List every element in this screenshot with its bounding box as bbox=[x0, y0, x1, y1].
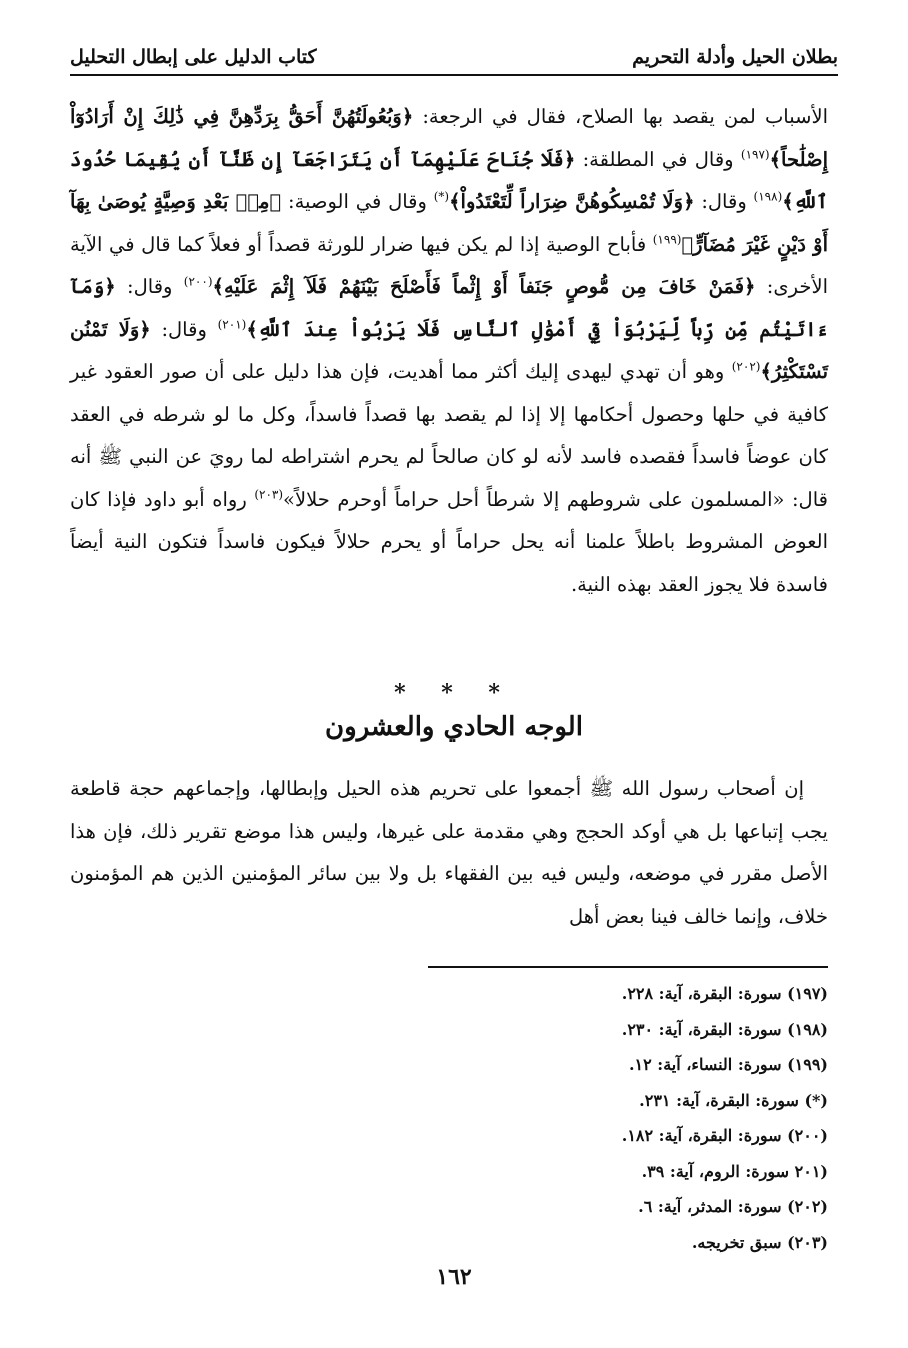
paragraph-1 bbox=[70, 96, 828, 606]
text-segment: وقال: bbox=[150, 317, 218, 341]
text-segment: الأسباب لمن يقصد بها الصلاح، فقال في الرجعة: bbox=[413, 105, 829, 128]
quran-verse: ﴿وَمَآ ءَاتَيْتُم مِّن رِّباً لِّيَرْبُوَاْ فِيٓ أَمْوَٰلِ ٱلنَّاسِ فَلَا يَرْبُواْ عِندَ ٱللَّهِ﴾ bbox=[70, 275, 828, 341]
text-segment: وهو أن تهدي ليهدى إليك أكثر مما أهديت، فإن هذا دليل على أن صور العقود غير كافية في حلها وحصول أحكامها إلا إذا لم يقصد بها قصداً فاسداً، وكل ما لو شرطه في العقد كان عوضاً فاسداً فقصده فاسد لأنه لو كان صالحاً لم يحرم اشتراطه لما رويَ عن النبي ﷺ أنه قال: «المسلمون على شروطهم إلا شرطاً أحل حراماً أوحرم حلالاً» bbox=[70, 360, 828, 511]
footnotes-list bbox=[428, 976, 828, 1260]
footnote-item: (٢٠٠) سورة: البقرة، آية: ١٨٢. bbox=[621, 1126, 828, 1145]
text-segment: فأباح الوصية إذا لم يكن فيها ضرار للورثة قصداً أو فعلاً كما قال في الآية الأخرى: bbox=[70, 232, 828, 298]
paragraph-2: إن أصحاب رسول الله ﷺ أجمعوا على تحريم هذه الحيل وإبطالها، وإجماعهم حجة قاطعة يجب إتباعها بل هي أوكد الحجج وهي مقدمة على غيرها، وليس هذا موضع تقرير ذلك، فإن هذا الأصل مقرر في موضعه، وليس فيه بين الفقهاء بل ولا بين سائر المؤمنين الذين هم المؤمنون خلاف، وإنما خالف فينا بعض أهل bbox=[70, 777, 828, 928]
quran-verse: ﴿وَبُعُولَتُهُنَّ أَحَقُّ بِرَدِّهِنَّ فِي ذَٰلِكَ إِنْ أَرَادُوٓاْ إِصْلَٰحاً﴾ bbox=[70, 105, 828, 171]
running-header bbox=[70, 28, 838, 76]
quran-verse: ﴿وَلَا تَمْنُن تَسْتَكْثِرُ﴾ bbox=[70, 317, 828, 383]
footnote-divider bbox=[428, 966, 828, 968]
footnote-ref[interactable]: (٢٠٢) bbox=[731, 359, 761, 374]
footnote-item: (٢٠٢) سورة: المدثر، آية: ٦. bbox=[638, 1197, 828, 1216]
footnote-ref[interactable]: (١٩٩) bbox=[652, 232, 682, 246]
quran-verse: ﴿فَلَا جُنَاحَ عَلَيْهِمَآ أَن يَتَرَاجَعَآ إِن ظَنَّآ أَن يُقِيمَا حُدُودَ ٱللَّهِ﴾ bbox=[70, 147, 828, 213]
text-segment: وقال: bbox=[115, 275, 184, 298]
page-number: ١٦٢ bbox=[436, 1264, 472, 1290]
second-paragraph bbox=[70, 768, 828, 938]
footnote-ref[interactable]: (٢٠٠) bbox=[183, 274, 213, 289]
footnote-ref[interactable]: (١٩٧) bbox=[740, 147, 770, 161]
quran-verse: ﴿فَمَنْ خَافَ مِن مُّوصٍ جَنَفاً أَوْ إِثْماً فَأَصْلَحَ بَيْنَهُمْ فَلَآ إِثْمَ عَلَيْهِ﴾ bbox=[212, 275, 756, 298]
footnote-ref[interactable]: (٢٠٣) bbox=[254, 487, 284, 501]
section-separator: * * * bbox=[394, 680, 514, 706]
text-segment: وقال في المطلقة: bbox=[575, 147, 741, 171]
footnote-item: (١٩٩) سورة: النساء، آية: ١٢. bbox=[628, 1055, 828, 1074]
text-segment: رواه أبو داود فإذا كان العوض المشروط باطلاً علمنا أنه يحل حراماً أو يحرم حلالاً فيكون فاسداً فتكون النية أيضاً فاسدة فلا يجوز العقد بهذه النية. bbox=[70, 487, 828, 596]
main-paragraph bbox=[70, 96, 828, 606]
footnote-item: (*) سورة: البقرة، آية: ٢٣١. bbox=[639, 1090, 828, 1110]
book-title: بطلان الحيل وأدلة التحريم bbox=[632, 46, 838, 68]
footnote-ref[interactable]: (٢٠١) bbox=[217, 317, 247, 331]
quran-verse: ﴿وَلَا تُمْسِكُوهُنَّ ضِرَاراً لِّتَعْتَدُواْ﴾ bbox=[449, 190, 695, 213]
text-segment: وقال: bbox=[694, 190, 754, 213]
section-heading: الوجه الحادي والعشرون bbox=[325, 712, 583, 742]
footnote-item: (٢٠١ سورة: الروم، آية: ٣٩. bbox=[641, 1161, 828, 1181]
footnote-item: (١٩٧) سورة: البقرة، آية: ٢٢٨. bbox=[621, 984, 828, 1003]
series-title: كتاب الدليل على إبطال التحليل bbox=[70, 46, 317, 68]
footnote-ref[interactable]: (*) bbox=[433, 189, 450, 204]
text-segment: وقال في الوصية: bbox=[281, 190, 434, 213]
footnote-item: (١٩٨) سورة: البقرة، آية: ٢٣٠. bbox=[621, 1019, 828, 1039]
footnote-ref[interactable]: (١٩٨) bbox=[753, 189, 783, 204]
footnote-item: (٢٠٣) سبق تخريجه. bbox=[691, 1232, 828, 1252]
quran-verse: ﴿مِنۢ بَعْدِ وَصِيَّةٍ يُوصَىٰ بِهَآ أَوْ دَيْنٍ غَيْرَ مُضَآرٍّ﴾ bbox=[70, 190, 828, 256]
